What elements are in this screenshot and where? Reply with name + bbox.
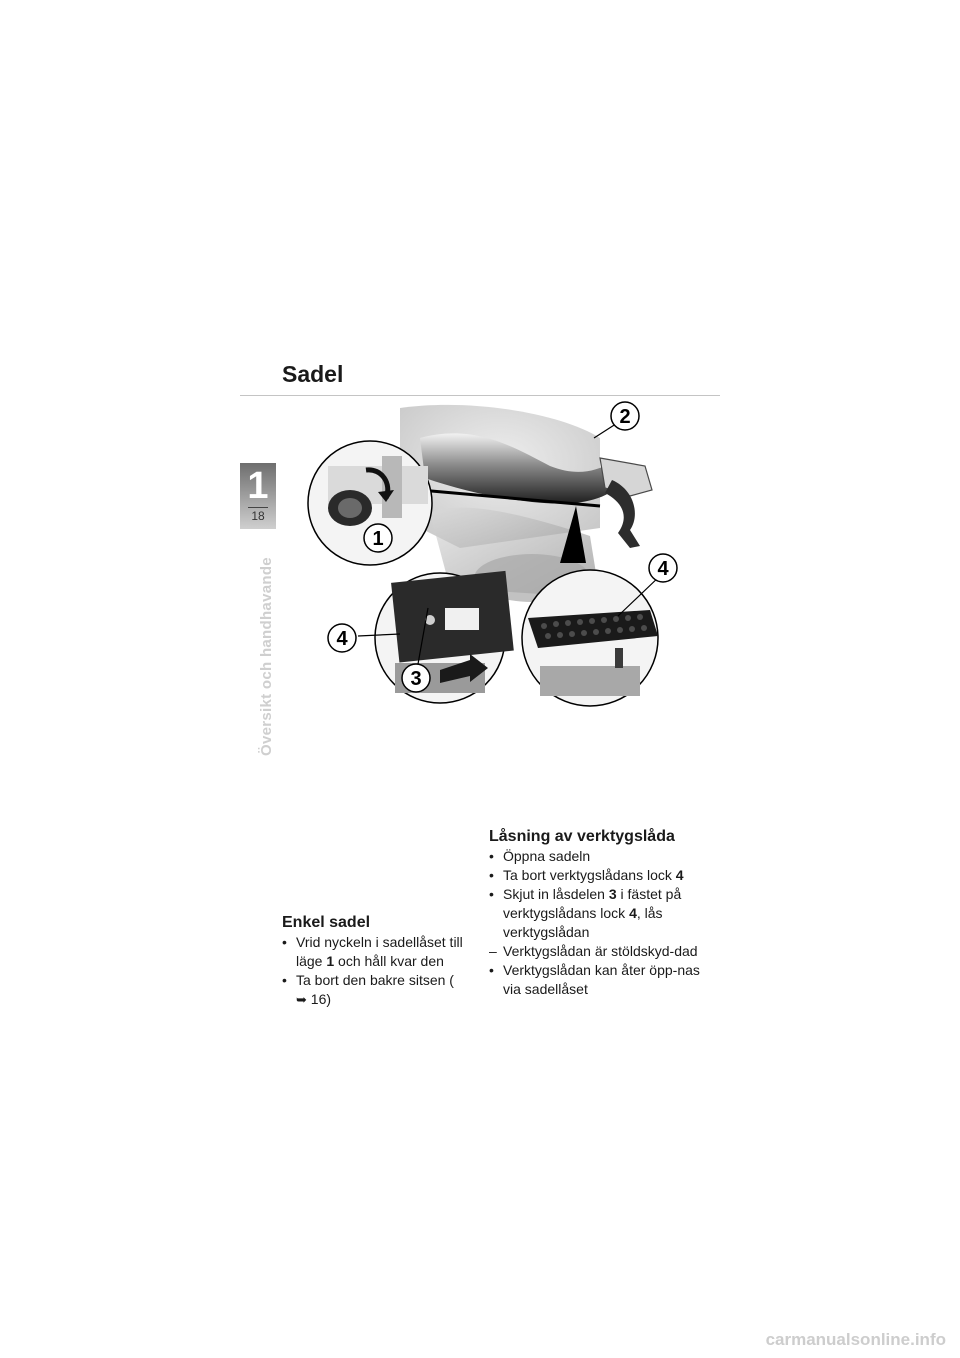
callout-1 [364,524,392,552]
svg-text:1: 1 [372,528,384,550]
page-reference-arrow-icon: ➥ [296,992,307,1007]
chapter-divider [248,507,268,508]
list-item: • Öppna sadeln [489,848,591,864]
toolbox-detail [522,570,658,706]
callout-4-toolbox [649,554,677,582]
list-item: • Ta bort verktygslådans lock 4 [489,867,684,883]
svg-text:3: 3 [410,668,422,690]
section-heading: Enkel sadel [282,914,371,931]
callout-4-lid [328,624,356,652]
callout-2 [611,402,639,430]
page-reference[interactable]: ➥ 16) [296,991,332,1007]
list-item: • Verktygslådan kan åter öpp-nas via sadellåset [489,962,700,997]
page-number: 18 [251,509,265,523]
saddle-illustration [300,398,680,710]
lock-slider-detail [375,571,514,703]
title-divider [240,395,720,396]
section-single-saddle [282,913,472,1009]
chapter-side-label: Översikt och handhavande [258,557,275,756]
svg-text:4: 4 [336,628,348,650]
list-item: • Ta bort den bakre sitsen ( [282,972,454,988]
page-title: Sadel [282,361,344,387]
list-item: • Skjut in låsdelen 3 i fästet på verktygslådans lock 4, lås verktygslådan [489,886,682,940]
chapter-number: 1 [247,465,269,507]
list-item: – Verktygslådan är stöldskyd-dad [489,943,698,959]
watermark: carmanualsonline.info [765,1330,946,1349]
callout-3 [402,664,430,692]
list-item: • Vrid nyckeln i sadellåset till läge 1 och håll kvar den [282,934,463,969]
section-heading: Låsning av verktygslåda [489,828,675,845]
section-toolbox-locking [489,827,719,999]
svg-text:4: 4 [657,558,669,580]
svg-text:2: 2 [619,406,631,428]
chapter-tab [240,463,276,529]
